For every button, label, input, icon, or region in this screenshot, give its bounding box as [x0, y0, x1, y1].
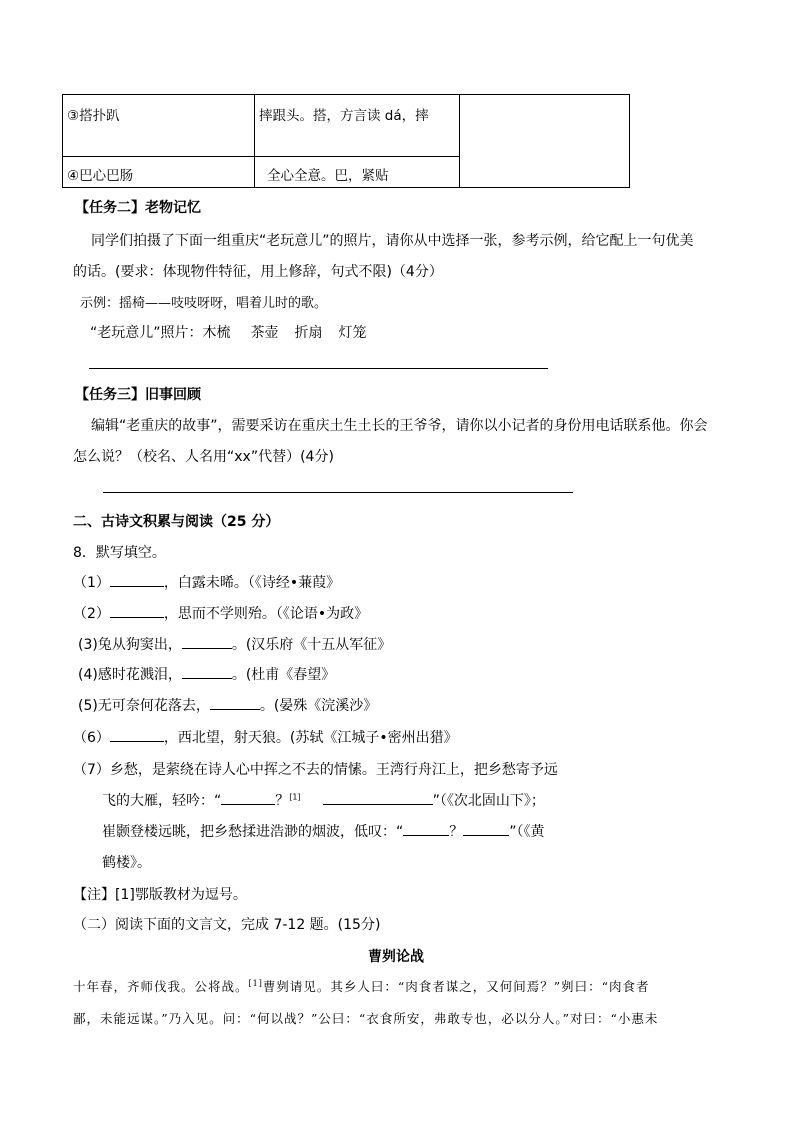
- task2-prompt-line2: 的话。(要求：体现物件特征，用上修辞，句式不限)（4分）: [73, 264, 443, 280]
- task2-photos: [90, 322, 367, 342]
- blank[interactable]: [110, 572, 164, 587]
- blank[interactable]: [463, 821, 509, 836]
- answer-line[interactable]: [103, 492, 573, 493]
- fill-item-7-line2: 飞的大雁，轻吟：“ ？[1] ”（《次北固山下》；: [102, 790, 545, 810]
- task3-prompt-line1: 编辑“老重庆的故事”，需要采访在重庆土生土长的王爷爷，请你以小记者的身份用电话联系他。你会: [91, 418, 708, 434]
- fill-item-7-line3: 崔颢登楼远眺，把乡愁揉进浩渺的烟波，低叹：“ ？ ”（《黄: [102, 821, 545, 841]
- answer-line[interactable]: [89, 368, 548, 369]
- task2-heading: 【任务二】老物记忆: [75, 200, 201, 216]
- blank[interactable]: [403, 821, 449, 836]
- blank[interactable]: [221, 790, 275, 805]
- task2-example: 示例：摇椅——吱吱呀呀，唱着儿时的歌。: [80, 296, 328, 311]
- task2-prompt-line1: 同学们拍摄了下面一组重庆“老玩意儿”的照片，请你从中选择一张，参考示例，给它配上一句优美: [91, 233, 694, 249]
- q8-title: 8．默写填空。: [73, 545, 166, 561]
- task3-prompt-line2: 怎么说？（校名、人名用“xx”代替）(4分): [73, 449, 334, 465]
- photo-item: 折扇: [294, 325, 323, 341]
- photo-item: 茶壶: [250, 325, 279, 341]
- blank[interactable]: [323, 790, 433, 805]
- fill-item-7-line4: 鹤楼》。: [102, 855, 151, 871]
- table-row: [63, 95, 630, 157]
- blank[interactable]: [110, 603, 164, 618]
- fill-item-3: (3)兔从狗窦出， 。(汉乐府《十五从军征》: [78, 634, 391, 654]
- photos-label: “老玩意儿”照片：: [90, 325, 203, 341]
- vocab-table: [62, 94, 630, 188]
- table-cell-word: ④巴心巴肠: [63, 157, 255, 188]
- fill-item-5: (5)无可奈何花落去， 。(晏殊《浣溪沙》: [78, 695, 377, 715]
- photo-item: 木梳: [202, 325, 231, 341]
- table-cell-meaning: 全心全意。巴，紧贴: [255, 157, 460, 188]
- passage-title: 曹刿论战: [368, 949, 424, 965]
- fill-item-4: (4)感时花溅泪， 。(杜甫《春望》: [78, 664, 335, 684]
- blank[interactable]: [182, 664, 232, 679]
- blank[interactable]: [210, 695, 260, 710]
- fill-item-1: （1） ，白露未晞。（《诗经•蒹葭》: [73, 572, 340, 592]
- part2-instruction: （二）阅读下面的文言文，完成 7-12 题。(15分): [73, 917, 381, 933]
- note: 【注】[1]鄂版教材为逗号。: [73, 887, 247, 903]
- blank[interactable]: [182, 634, 232, 649]
- fill-item-2: （2） ，思而不学则殆。（《论语•为政》: [73, 603, 368, 623]
- passage-line-2: 鄙，未能远谋。”乃入见。问：“何以战？”公曰：“衣食所安，弗敢专也，必以分人。”对曰：“小惠未: [73, 1011, 659, 1026]
- fill-item-6: （6） ，西北望，射天狼。(苏轼《江城子•密州出猎》: [73, 727, 458, 747]
- task3-heading: 【任务三】旧事回顾: [75, 387, 201, 403]
- photo-item: 灯笼: [338, 325, 367, 341]
- blank[interactable]: [110, 727, 164, 742]
- table-cell-word: ③搭扑趴: [63, 95, 255, 157]
- section2-heading: 二、古诗文积累与阅读（25 分）: [73, 514, 280, 530]
- table-cell-empty: [460, 95, 630, 188]
- passage-line-1: 十年春，齐师伐我。公将战。[1]曹刿请见。其乡人曰：“肉食者谋之，又何间焉？”刿曰：“肉食者: [73, 978, 650, 994]
- fill-item-7-line1: （7）乡愁，是萦绕在诗人心中挥之不去的情愫。王湾行舟江上，把乡愁寄予远: [73, 762, 558, 778]
- table-cell-meaning: 摔跟头。搭，方言读 dá，摔: [255, 95, 460, 157]
